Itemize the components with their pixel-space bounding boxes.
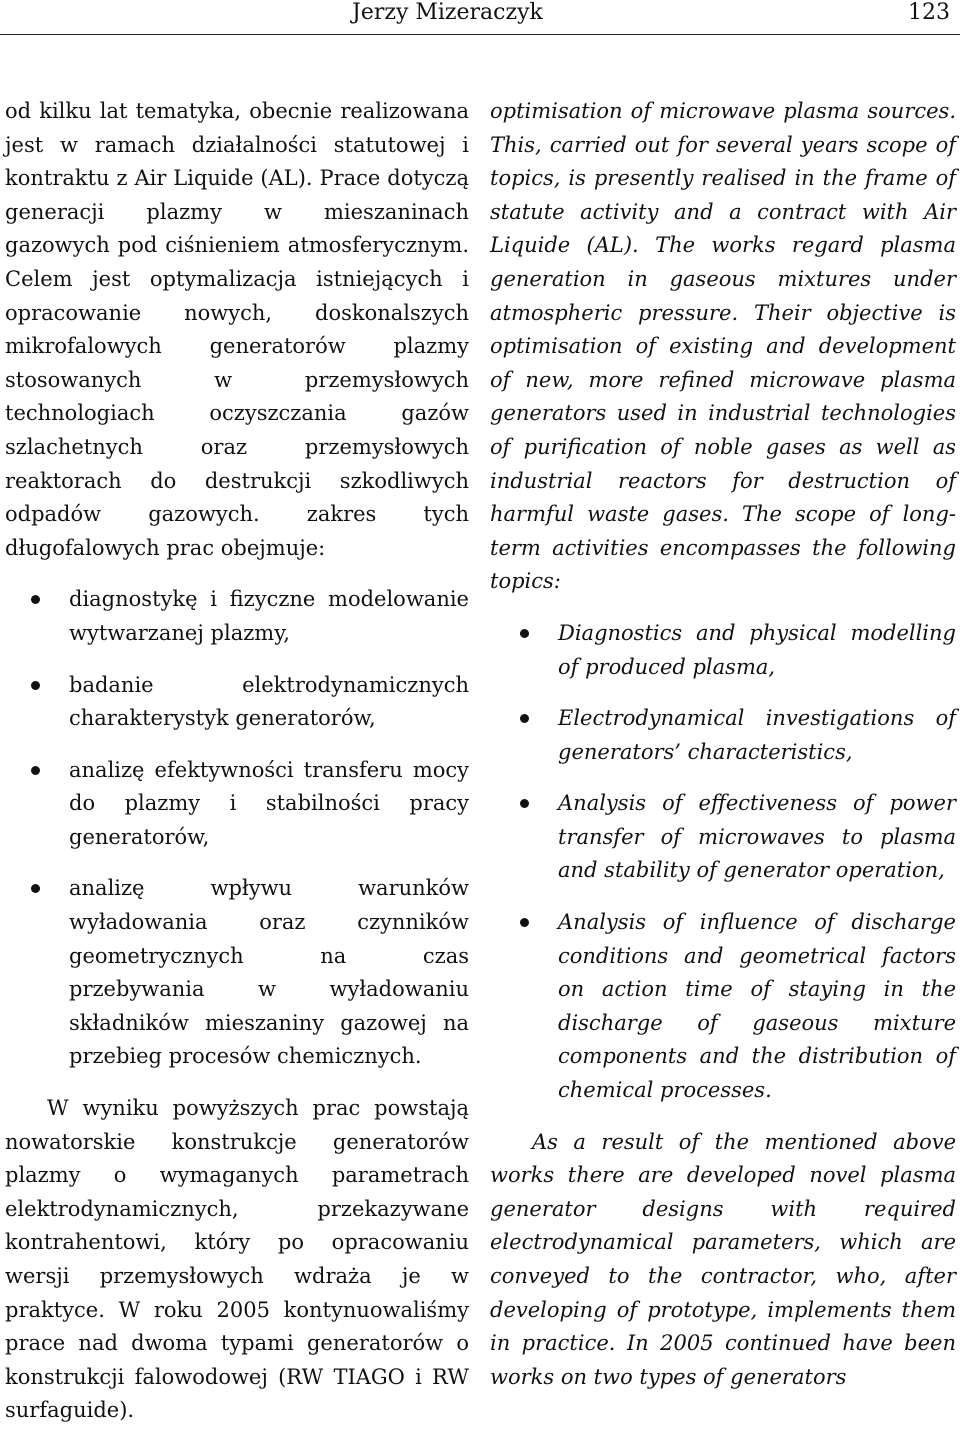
list-item-text: badanie elektrodynamicznych charakterystyk generatorów, <box>69 672 469 731</box>
bullet-icon <box>31 595 40 604</box>
english-outro-paragraph: As a result of the mentioned above works there are developed novel plasma generator designs with required electrodynamical parameters, which are conveyed to the contractor, who, after developing of prototype, implements them in practice. In 2005 continued have been works on two types of generators <box>490 1129 956 1389</box>
polish-topic-list <box>5 583 469 1074</box>
running-head-author: Jerzy Mizeraczyk <box>352 0 543 25</box>
list-item <box>5 872 469 1074</box>
list-item <box>5 754 469 855</box>
bullet-icon <box>520 629 529 638</box>
bullet-icon <box>520 918 529 927</box>
list-item-text: Analysis of effectiveness of power transfer of microwaves to plasma and stability of generator operation, <box>558 791 956 883</box>
list-item <box>490 702 956 769</box>
polish-column <box>5 95 469 1428</box>
bullet-icon <box>31 884 40 893</box>
list-item-text: Analysis of influence of discharge conditions and geometrical factors on action time of staying in the discharge of gaseous mixture components and the distribution of chemical processes. <box>558 910 956 1103</box>
polish-outro-paragraph: W wyniku powyższych prac powstają nowatorskie konstrukcje generatorów plazmy o wymaganych parametrach elektrodynamicznych, przekazywane kontrahentowi, który po opracowaniu wersji przemysłowych wdraża je w praktyce. W roku 2005 kontynuowaliśmy prace nad dwoma typami generatorów o konstrukcji falowodowej (RW TIAGO i RW surfaguide). <box>5 1096 469 1423</box>
bullet-icon <box>520 714 529 723</box>
english-column <box>490 95 956 1394</box>
list-item-text: analizę wpływu warunków wyładowania oraz czynników geometrycznych na czas przebywania w wyładowaniu składników mieszaniny gazowej na przebieg procesów chemicznych. <box>69 876 469 1069</box>
page-number: 123 <box>908 0 950 25</box>
english-intro-paragraph: optimisation of microwave plasma sources. This, carried out for several years scope of topics, is presently realised in the frame of statute activity and a contract with Air Liquide (AL). The works regard plasma generation in gaseous mixtures under atmospheric pressure. Their objective is optimisation of existing and development of new, more refined microwave plasma generators used in industrial technologies of purification of noble gases as well as industrial reactors for destruction of harmful waste gases. The scope of long-term activities encompasses the following topics: <box>490 99 956 594</box>
list-item-text: Diagnostics and physical modelling of produced plasma, <box>558 620 956 679</box>
list-item-text: Electrodynamical investigations of generators’ characteristics, <box>558 706 956 764</box>
polish-intro-paragraph: od kilku lat tematyka, obecnie realizowana jest w ramach działalności statutowej i kontraktu z Air Liquide (AL). Prace dotyczą generacji plazmy w mieszaninach gazowych pod ciśnieniem atmosferycznym. Celem jest optymalizacja istniejących i opracowanie nowych, doskonalszych mikrofalowych generatorów plazmy stosowanych w przemysłowych technologiach oczyszczania gazów szlachetnych oraz przemysłowych reaktorach do destrukcji szkodliwych odpadów gazowych. zakres tych długofalowych prac obejmuje: <box>5 99 469 560</box>
bullet-icon <box>31 766 40 775</box>
bullet-icon <box>31 681 40 690</box>
list-item <box>490 906 956 1108</box>
list-item <box>5 669 469 736</box>
bullet-icon <box>520 799 529 808</box>
list-item <box>490 617 956 684</box>
list-item-text: diagnostykę i fizyczne modelowanie wytwarzanej plazmy, <box>69 587 469 645</box>
english-topic-list <box>490 617 956 1108</box>
page-header <box>0 0 960 35</box>
list-item <box>5 583 469 650</box>
list-item <box>490 787 956 888</box>
list-item-text: analizę efektywności transferu mocy do plazmy i stabilności pracy generatorów, <box>69 757 469 849</box>
